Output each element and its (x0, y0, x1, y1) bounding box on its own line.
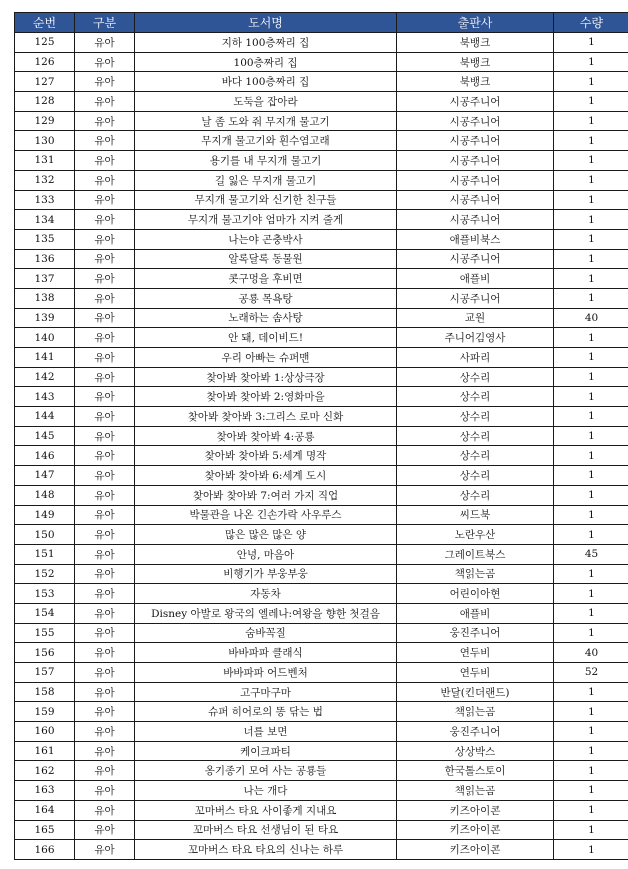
cell-number: 149 (15, 505, 75, 525)
cell-title: 찾아봐 찾아봐 4:공룡 (135, 426, 397, 446)
cell-publisher: 한국톨스토이 (397, 761, 554, 781)
cell-publisher: 웅진주니어 (397, 722, 554, 742)
cell-quantity: 1 (554, 72, 628, 92)
cell-publisher: 시공주니어 (397, 249, 554, 269)
cell-category: 유아 (75, 111, 135, 131)
cell-number: 161 (15, 741, 75, 761)
cell-publisher: 애플비 (397, 269, 554, 289)
cell-publisher: 웅진주니어 (397, 623, 554, 643)
cell-publisher: 시공주니어 (397, 151, 554, 171)
cell-category: 유아 (75, 407, 135, 427)
cell-number: 136 (15, 249, 75, 269)
table-row (15, 722, 628, 742)
book-list-table (14, 12, 628, 860)
cell-category: 유아 (75, 328, 135, 348)
cell-title: 박물관을 나온 긴손가락 사우루스 (135, 505, 397, 525)
cell-title: 나는 개다 (135, 781, 397, 801)
table-row (15, 348, 628, 368)
cell-number: 139 (15, 308, 75, 328)
cell-quantity: 1 (554, 505, 628, 525)
cell-quantity: 40 (554, 643, 628, 663)
cell-category: 유아 (75, 800, 135, 820)
cell-category: 유아 (75, 584, 135, 604)
cell-quantity: 1 (554, 229, 628, 249)
table-row (15, 564, 628, 584)
cell-number: 146 (15, 446, 75, 466)
table-row (15, 702, 628, 722)
cell-title: 공룡 목욕탕 (135, 288, 397, 308)
cell-category: 유아 (75, 288, 135, 308)
cell-title: 안 돼, 데이비드! (135, 328, 397, 348)
table-row (15, 584, 628, 604)
table-row (15, 387, 628, 407)
cell-publisher: 상수리 (397, 426, 554, 446)
cell-publisher: 주니어김영사 (397, 328, 554, 348)
cell-publisher: 반달(킨더랜드) (397, 682, 554, 702)
cell-number: 165 (15, 820, 75, 840)
cell-category: 유아 (75, 722, 135, 742)
cell-publisher: 책읽는곰 (397, 781, 554, 801)
cell-publisher: 연두비 (397, 643, 554, 663)
cell-number: 147 (15, 466, 75, 486)
cell-publisher: 그레이트북스 (397, 544, 554, 564)
header-title: 도서명 (135, 13, 397, 33)
table-row (15, 663, 628, 683)
table-body (15, 33, 628, 860)
cell-title: 옹기종기 모여 사는 공룡들 (135, 761, 397, 781)
cell-publisher: 시공주니어 (397, 190, 554, 210)
cell-title: 고구마구마 (135, 682, 397, 702)
cell-publisher: 북뱅크 (397, 52, 554, 72)
cell-title: 노래하는 솜사탕 (135, 308, 397, 328)
cell-quantity: 1 (554, 348, 628, 368)
table-row (15, 131, 628, 151)
table-row (15, 446, 628, 466)
cell-title: 도둑을 잡아라 (135, 92, 397, 112)
cell-category: 유아 (75, 52, 135, 72)
cell-number: 143 (15, 387, 75, 407)
cell-category: 유아 (75, 643, 135, 663)
cell-category: 유아 (75, 741, 135, 761)
cell-title: 슈퍼 히어로의 똥 닦는 법 (135, 702, 397, 722)
cell-publisher: 노란우산 (397, 525, 554, 545)
table-row (15, 229, 628, 249)
cell-quantity: 1 (554, 33, 628, 53)
cell-number: 141 (15, 348, 75, 368)
table-row (15, 623, 628, 643)
cell-number: 150 (15, 525, 75, 545)
cell-category: 유아 (75, 840, 135, 860)
cell-number: 138 (15, 288, 75, 308)
cell-title: 자동차 (135, 584, 397, 604)
cell-publisher: 키즈아이콘 (397, 840, 554, 860)
cell-number: 133 (15, 190, 75, 210)
table-row (15, 269, 628, 289)
cell-title: 우리 아빠는 슈퍼맨 (135, 348, 397, 368)
cell-quantity: 1 (554, 702, 628, 722)
cell-title: 꼬마버스 타요 사이좋게 지내요 (135, 800, 397, 820)
cell-publisher: 교원 (397, 308, 554, 328)
cell-category: 유아 (75, 820, 135, 840)
cell-title: 바바파파 어드벤처 (135, 663, 397, 683)
cell-quantity: 1 (554, 328, 628, 348)
cell-title: 숨바꼭질 (135, 623, 397, 643)
cell-publisher: 씨드북 (397, 505, 554, 525)
cell-number: 142 (15, 367, 75, 387)
table-row (15, 308, 628, 328)
table-row (15, 151, 628, 171)
cell-category: 유아 (75, 446, 135, 466)
cell-quantity: 1 (554, 190, 628, 210)
cell-number: 145 (15, 426, 75, 446)
cell-title: 케이크파티 (135, 741, 397, 761)
cell-title: 길 잃은 무지개 물고기 (135, 170, 397, 190)
cell-title: Disney 아발로 왕국의 엘레나:여왕을 향한 첫걸음 (135, 603, 397, 623)
cell-title: 많은 많은 많은 양 (135, 525, 397, 545)
cell-title: 찾아봐 찾아봐 1:상상극장 (135, 367, 397, 387)
cell-number: 155 (15, 623, 75, 643)
cell-publisher: 키즈아이콘 (397, 800, 554, 820)
cell-quantity: 1 (554, 446, 628, 466)
cell-category: 유아 (75, 269, 135, 289)
cell-title: 너를 보면 (135, 722, 397, 742)
cell-quantity: 1 (554, 210, 628, 230)
table-row (15, 820, 628, 840)
cell-category: 유아 (75, 92, 135, 112)
cell-category: 유아 (75, 682, 135, 702)
cell-category: 유아 (75, 466, 135, 486)
cell-number: 154 (15, 603, 75, 623)
cell-category: 유아 (75, 190, 135, 210)
cell-category: 유아 (75, 151, 135, 171)
cell-number: 158 (15, 682, 75, 702)
cell-title: 지하 100층짜리 집 (135, 33, 397, 53)
cell-category: 유아 (75, 170, 135, 190)
cell-quantity: 1 (554, 111, 628, 131)
cell-quantity: 40 (554, 308, 628, 328)
cell-title: 찾아봐 찾아봐 2:영화마을 (135, 387, 397, 407)
table-row (15, 249, 628, 269)
table-row (15, 466, 628, 486)
cell-category: 유아 (75, 761, 135, 781)
cell-number: 126 (15, 52, 75, 72)
cell-publisher: 북뱅크 (397, 33, 554, 53)
cell-quantity: 1 (554, 249, 628, 269)
cell-number: 156 (15, 643, 75, 663)
cell-quantity: 1 (554, 466, 628, 486)
cell-quantity: 52 (554, 663, 628, 683)
cell-number: 153 (15, 584, 75, 604)
table-row (15, 72, 628, 92)
cell-title: 찾아봐 찾아봐 3:그리스 로마 신화 (135, 407, 397, 427)
cell-quantity: 1 (554, 426, 628, 446)
cell-number: 128 (15, 92, 75, 112)
cell-publisher: 상상박스 (397, 741, 554, 761)
cell-number: 140 (15, 328, 75, 348)
header-row (15, 13, 628, 33)
cell-quantity: 1 (554, 840, 628, 860)
cell-category: 유아 (75, 564, 135, 584)
cell-publisher: 상수리 (397, 407, 554, 427)
cell-title: 무지개 물고기야 엄마가 지켜 줄게 (135, 210, 397, 230)
cell-category: 유아 (75, 210, 135, 230)
table-row (15, 525, 628, 545)
cell-publisher: 상수리 (397, 466, 554, 486)
cell-category: 유아 (75, 249, 135, 269)
table-row (15, 288, 628, 308)
cell-number: 166 (15, 840, 75, 860)
table-row (15, 190, 628, 210)
cell-quantity: 1 (554, 564, 628, 584)
cell-number: 164 (15, 800, 75, 820)
cell-category: 유아 (75, 544, 135, 564)
cell-title: 찾아봐 찾아봐 5:세계 명작 (135, 446, 397, 466)
cell-title: 무지개 물고기와 흰수염고래 (135, 131, 397, 151)
cell-title: 비행기가 부웅부웅 (135, 564, 397, 584)
cell-publisher: 상수리 (397, 485, 554, 505)
cell-quantity: 1 (554, 52, 628, 72)
cell-number: 129 (15, 111, 75, 131)
cell-publisher: 시공주니어 (397, 131, 554, 151)
cell-number: 125 (15, 33, 75, 53)
cell-category: 유아 (75, 781, 135, 801)
table-row (15, 170, 628, 190)
cell-publisher: 시공주니어 (397, 111, 554, 131)
table-row (15, 761, 628, 781)
cell-publisher: 애플비북스 (397, 229, 554, 249)
cell-title: 콧구멍을 후비면 (135, 269, 397, 289)
table-row (15, 407, 628, 427)
table-row (15, 643, 628, 663)
cell-quantity: 1 (554, 387, 628, 407)
cell-title: 나는야 곤충박사 (135, 229, 397, 249)
table-row (15, 800, 628, 820)
cell-quantity: 1 (554, 407, 628, 427)
cell-category: 유아 (75, 131, 135, 151)
cell-quantity: 1 (554, 170, 628, 190)
cell-category: 유아 (75, 308, 135, 328)
cell-publisher: 시공주니어 (397, 210, 554, 230)
cell-quantity: 1 (554, 603, 628, 623)
table-row (15, 210, 628, 230)
cell-number: 130 (15, 131, 75, 151)
cell-publisher: 어린이아현 (397, 584, 554, 604)
cell-title: 날 좀 도와 줘 무지개 물고기 (135, 111, 397, 131)
cell-category: 유아 (75, 426, 135, 446)
table-row (15, 92, 628, 112)
cell-number: 162 (15, 761, 75, 781)
cell-category: 유아 (75, 229, 135, 249)
cell-quantity: 1 (554, 800, 628, 820)
cell-title: 꼬마버스 타요 타요의 신나는 하루 (135, 840, 397, 860)
cell-publisher: 상수리 (397, 446, 554, 466)
cell-quantity: 1 (554, 288, 628, 308)
table-row (15, 367, 628, 387)
cell-title: 알록달록 동물원 (135, 249, 397, 269)
cell-number: 127 (15, 72, 75, 92)
cell-quantity: 1 (554, 682, 628, 702)
cell-number: 132 (15, 170, 75, 190)
cell-number: 135 (15, 229, 75, 249)
table-header (15, 13, 628, 33)
cell-publisher: 키즈아이콘 (397, 820, 554, 840)
header-category: 구분 (75, 13, 135, 33)
table-row (15, 33, 628, 53)
cell-publisher: 시공주니어 (397, 288, 554, 308)
cell-number: 134 (15, 210, 75, 230)
table-row (15, 781, 628, 801)
cell-number: 144 (15, 407, 75, 427)
cell-publisher: 책읽는곰 (397, 564, 554, 584)
cell-quantity: 1 (554, 367, 628, 387)
table-row (15, 426, 628, 446)
cell-category: 유아 (75, 33, 135, 53)
cell-publisher: 상수리 (397, 387, 554, 407)
table-row (15, 111, 628, 131)
cell-number: 159 (15, 702, 75, 722)
cell-quantity: 1 (554, 761, 628, 781)
cell-title: 용기를 내 무지개 물고기 (135, 151, 397, 171)
cell-number: 152 (15, 564, 75, 584)
cell-category: 유아 (75, 525, 135, 545)
cell-quantity: 1 (554, 525, 628, 545)
cell-title: 찾아봐 찾아봐 6:세계 도시 (135, 466, 397, 486)
cell-quantity: 1 (554, 781, 628, 801)
cell-title: 안녕, 마음아 (135, 544, 397, 564)
cell-category: 유아 (75, 485, 135, 505)
cell-title: 무지개 물고기와 신기한 친구들 (135, 190, 397, 210)
cell-quantity: 1 (554, 623, 628, 643)
table-row (15, 328, 628, 348)
cell-category: 유아 (75, 387, 135, 407)
cell-category: 유아 (75, 663, 135, 683)
table-row (15, 485, 628, 505)
cell-number: 151 (15, 544, 75, 564)
cell-quantity: 1 (554, 269, 628, 289)
cell-category: 유아 (75, 623, 135, 643)
table-row (15, 52, 628, 72)
cell-category: 유아 (75, 367, 135, 387)
table-row (15, 505, 628, 525)
cell-category: 유아 (75, 72, 135, 92)
cell-publisher: 상수리 (397, 367, 554, 387)
cell-title: 바다 100층짜리 집 (135, 72, 397, 92)
cell-publisher: 시공주니어 (397, 92, 554, 112)
cell-publisher: 애플비 (397, 603, 554, 623)
cell-number: 148 (15, 485, 75, 505)
header-publisher: 출판사 (397, 13, 554, 33)
cell-quantity: 1 (554, 584, 628, 604)
cell-publisher: 연두비 (397, 663, 554, 683)
cell-title: 꼬마버스 타요 선생님이 된 타요 (135, 820, 397, 840)
cell-quantity: 1 (554, 151, 628, 171)
cell-number: 137 (15, 269, 75, 289)
cell-quantity: 1 (554, 131, 628, 151)
cell-category: 유아 (75, 702, 135, 722)
cell-category: 유아 (75, 603, 135, 623)
cell-publisher: 시공주니어 (397, 170, 554, 190)
cell-quantity: 45 (554, 544, 628, 564)
cell-quantity: 1 (554, 92, 628, 112)
table-row (15, 741, 628, 761)
header-number: 순번 (15, 13, 75, 33)
table-row (15, 603, 628, 623)
cell-publisher: 사파리 (397, 348, 554, 368)
cell-title: 찾아봐 찾아봐 7:여러 가지 직업 (135, 485, 397, 505)
cell-title: 100층짜리 집 (135, 52, 397, 72)
cell-publisher: 북뱅크 (397, 72, 554, 92)
cell-quantity: 1 (554, 485, 628, 505)
cell-category: 유아 (75, 505, 135, 525)
cell-quantity: 1 (554, 722, 628, 742)
table-row (15, 544, 628, 564)
table-row (15, 682, 628, 702)
cell-category: 유아 (75, 348, 135, 368)
cell-number: 163 (15, 781, 75, 801)
cell-number: 157 (15, 663, 75, 683)
cell-publisher: 책읽는곰 (397, 702, 554, 722)
header-quantity: 수량 (554, 13, 628, 33)
cell-quantity: 1 (554, 820, 628, 840)
cell-number: 131 (15, 151, 75, 171)
cell-number: 160 (15, 722, 75, 742)
cell-quantity: 1 (554, 741, 628, 761)
cell-title: 바바파파 클래식 (135, 643, 397, 663)
table-row (15, 840, 628, 860)
